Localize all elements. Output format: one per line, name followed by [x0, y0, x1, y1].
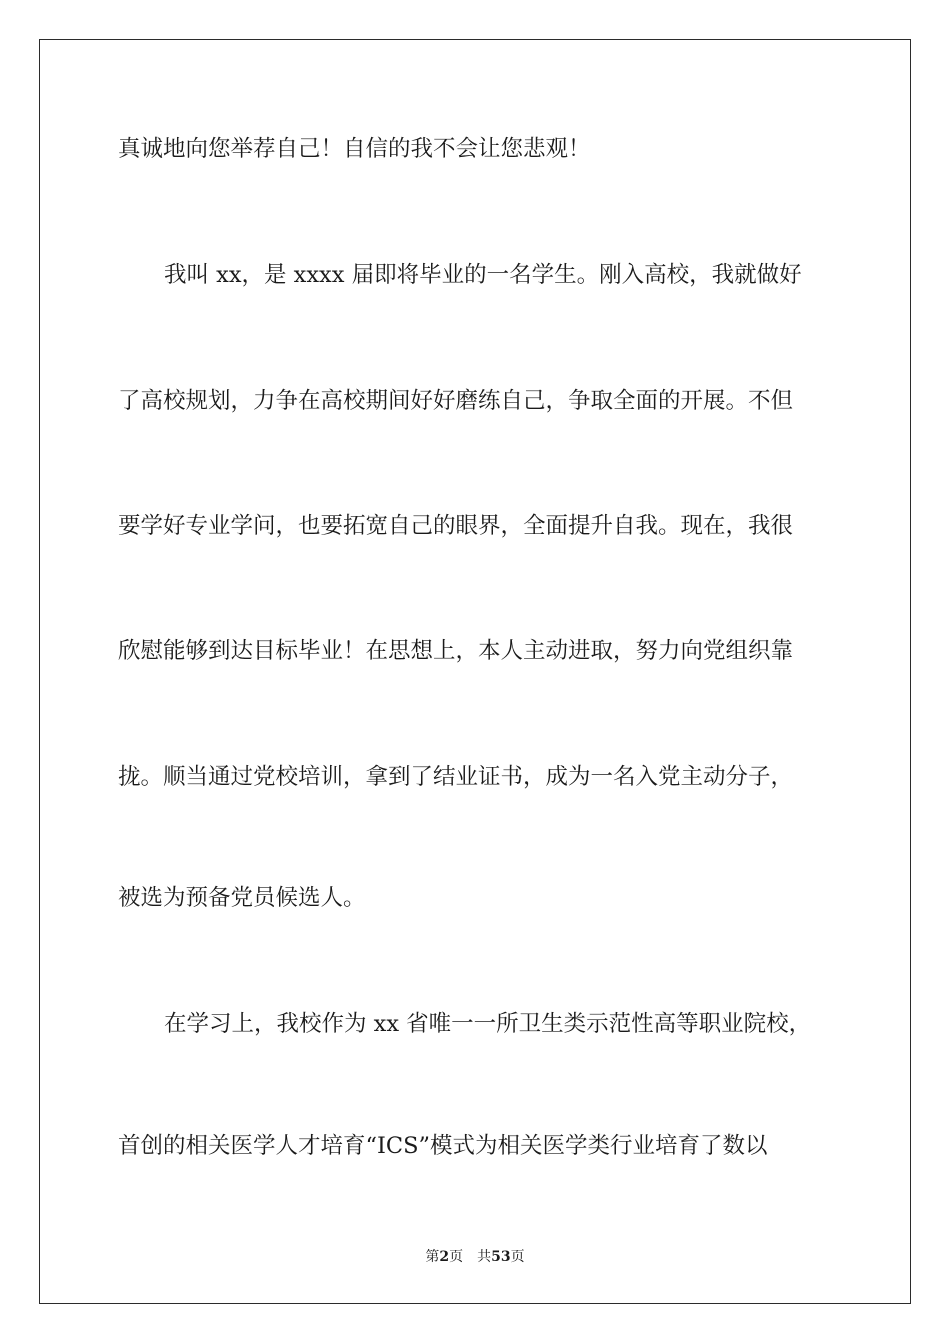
page-prefix: 第	[425, 1249, 440, 1265]
text-line-5: 欣慰能够到达目标毕业！在思想上，本人主动进取，努力向党组织靠	[118, 638, 794, 664]
total-prefix: 共	[477, 1249, 492, 1265]
text-line-3: 了高校规划，力争在高校期间好好磨练自己，争取全面的开展。不但	[118, 388, 794, 414]
page-number: 2	[439, 1249, 450, 1265]
text-line-6: 拢。顺当通过党校培训，拿到了结业证书，成为一名入党主动分子，	[118, 764, 794, 790]
page-suffix: 页	[449, 1249, 464, 1265]
text-line-4: 要学好专业学问，也要拓宽自己的眼界，全面提升自我。现在，我很	[118, 513, 794, 539]
text-line-8: 在学习上，我校作为 xx 省唯一一所卫生类示范性高等职业院校，	[164, 1011, 812, 1037]
page-footer	[0, 1246, 950, 1266]
total-pages: 53	[491, 1249, 511, 1265]
total-suffix: 页	[510, 1249, 525, 1265]
text-line-1: 真诚地向您举荐自己！自信的我不会让您悲观！	[118, 136, 591, 162]
text-line-7: 被选为预备党员候选人。	[118, 885, 366, 911]
text-line-2: 我叫 xx，是 xxxx 届即将毕业的一名学生。刚入高校，我就做好	[164, 262, 802, 288]
text-line-9: 首创的相关医学人才培育“ICS”模式为相关医学类行业培育了数以	[118, 1133, 768, 1159]
page-border	[39, 39, 911, 1304]
